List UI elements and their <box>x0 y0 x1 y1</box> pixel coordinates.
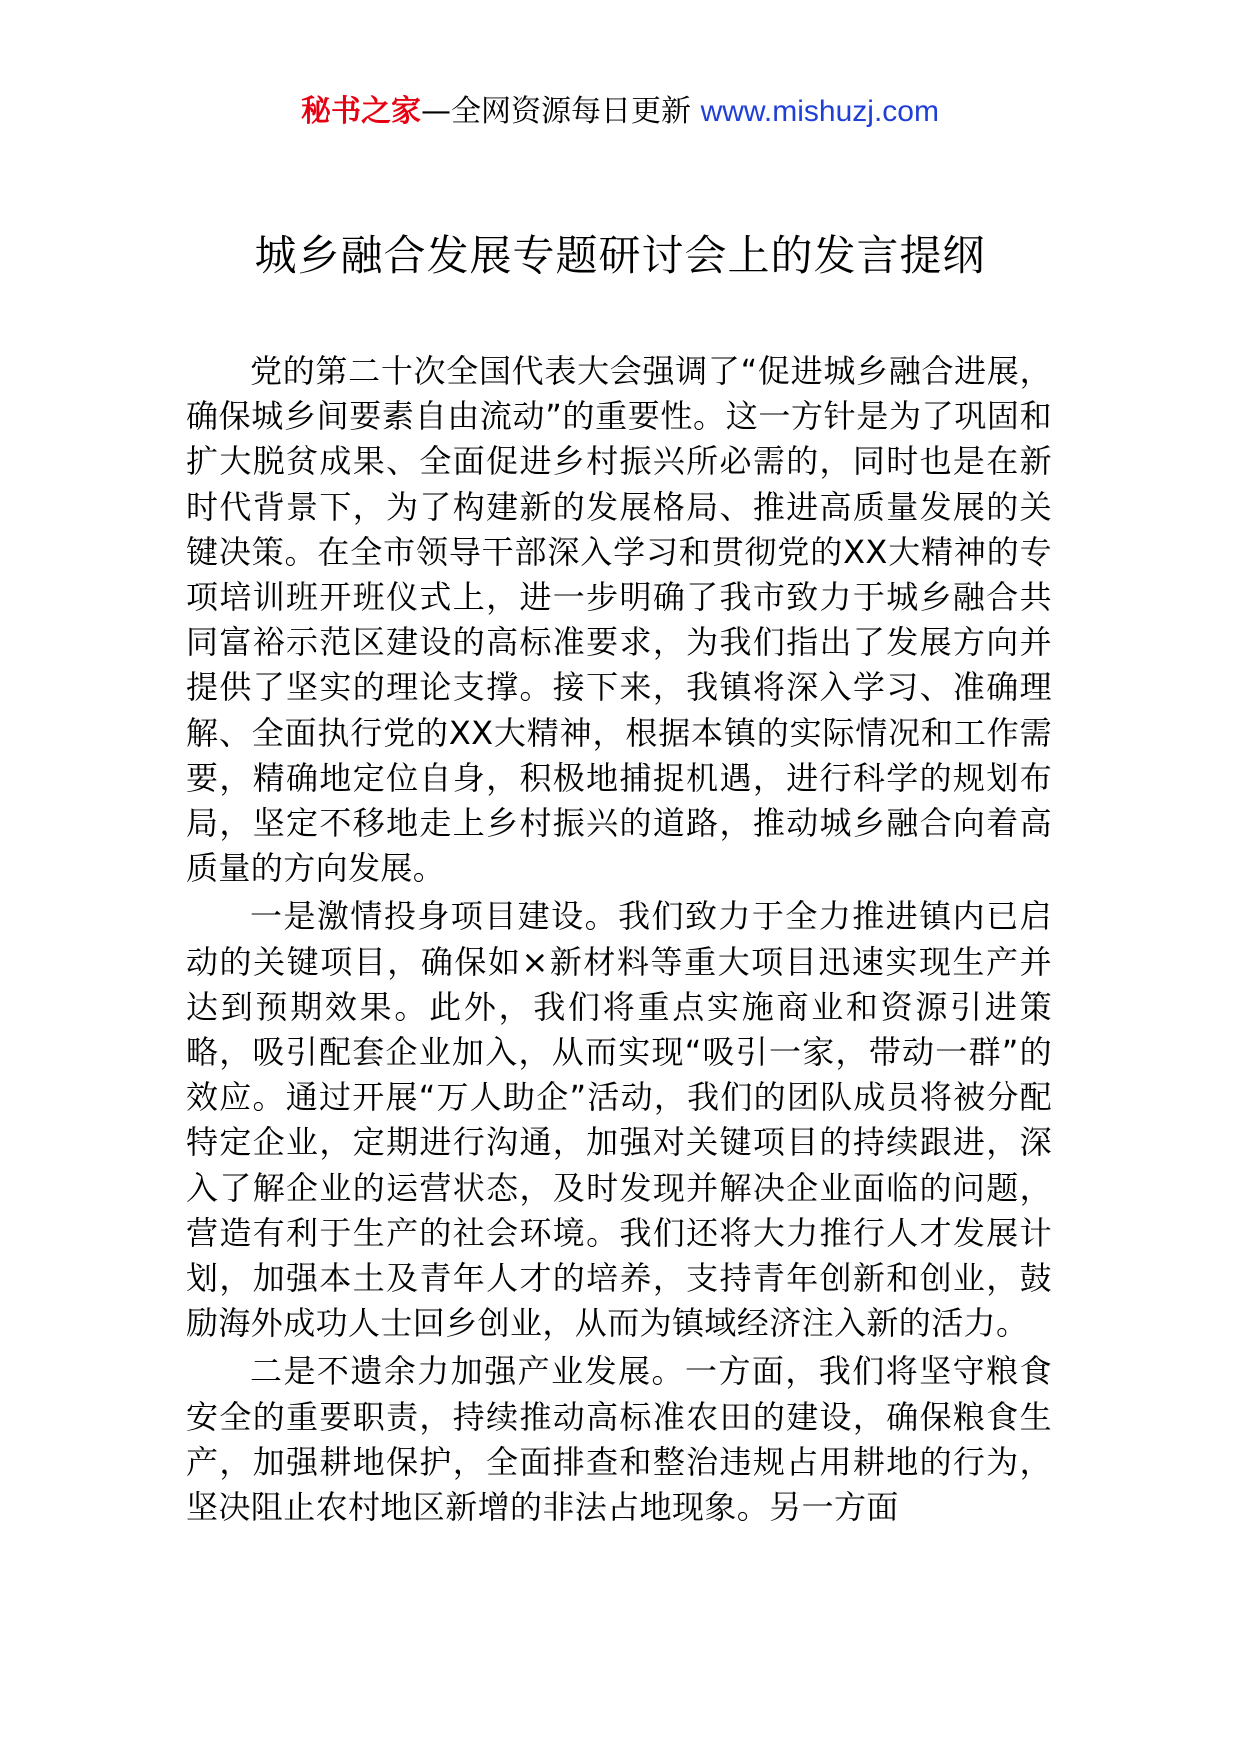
site-brand: 秘书之家 <box>301 94 422 129</box>
site-header <box>0 92 1240 132</box>
document-body <box>186 349 1052 1530</box>
site-tagline: —全网资源每日更新 <box>421 94 701 129</box>
paragraph-industry-development: 二是不遗余力加强产业发展。一方面，我们将坚守粮食安全的重要职责，持续推动高标准农田的建设，确保粮食生产，加强耕地保护，全面排查和整治违规占用耕地的行为，坚决阻止农村地区新增的非法占地现象。另一方面 <box>186 1352 1052 1527</box>
paragraph-project-construction: 一是激情投身项目建设。我们致力于全力推进镇内已启动的关键项目，确保如×新材料等重大项目迅速实现生产并达到预期效果。此外，我们将重点实施商业和资源引进策略，吸引配套企业加入，从而实现“吸引一家，带动一群”的效应。通过开展“万人助企”活动，我们的团队成员将被分配特定企业，定期进行沟通，加强对关键项目的持续跟进，深入了解企业的运营状态，及时发现并解决企业面临的问题，营造有利于生产的社会环境。我们还将大力推行人才发展计划，加强本土及青年人才的培养，支持青年创新和创业，鼓励海外成功人士回乡创业，从而为镇域经济注入新的活力。 <box>186 897 1052 1343</box>
paragraph-intro: 党的第二十次全国代表大会强调了“促进城乡融合进展，确保城乡间要素自由流动”的重要性。这一方针是为了巩固和扩大脱贫成果、全面促进乡村振兴所必需的，同时也是在新时代背景下，为了构建新的发展格局、推进高质量发展的关键决策。在全市领导干部深入学习和贯彻党的XX大精神的专项培训班开班仪式上，进一步明确了我市致力于城乡融合共同富裕示范区建设的高标准要求，为我们指出了发展方向并提供了坚实的理论支撑。接下来，我镇将深入学习、准确理解、全面执行党的XX大精神，根据本镇的实际情况和工作需要，精确地定位自身，积极地捕捉机遇，进行科学的规划布局，坚定不移地走上乡村振兴的道路，推动城乡融合向着高质量的方向发展。 <box>186 352 1052 888</box>
site-url-link[interactable]: www.mishuzj.com <box>700 95 939 128</box>
document-title: 城乡融合发展专题研讨会上的发言提纲 <box>254 231 986 280</box>
